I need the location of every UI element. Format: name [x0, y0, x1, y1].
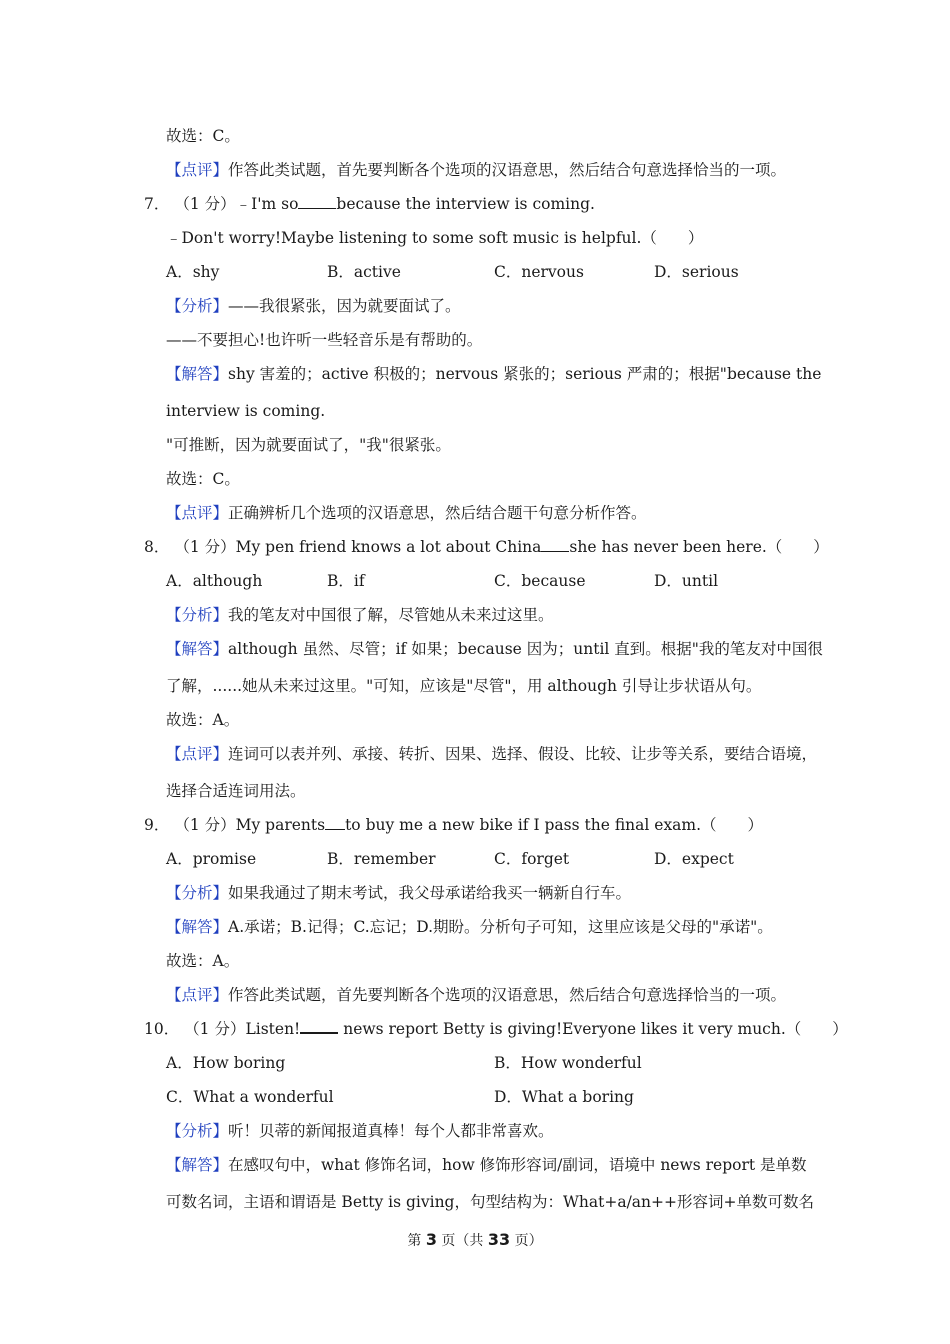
option-a: A．How boring — [166, 1054, 286, 1072]
option-a: A．although — [166, 572, 263, 590]
page-total: 33 — [487, 1230, 511, 1249]
answer-line — [166, 1154, 807, 1176]
question-stem-part: （1 分）﹣I'm so — [174, 195, 299, 213]
answer-line — [166, 916, 773, 938]
answer-text: 在感叹句中，what 修饰名词，how 修饰形容词/副词，语境中 news report 是单数 — [228, 1156, 807, 1174]
option-d: D．What a boring — [494, 1088, 634, 1106]
answer-line: interview is coming. — [166, 402, 326, 420]
question-7-line2: ﹣Don't worry!Maybe listening to some soft music is helpful.（ ） — [166, 229, 704, 247]
comment-tag: 【点评】 — [166, 745, 229, 763]
choice-line: 故选：A。 — [166, 952, 240, 970]
footer-text: 页（共 — [436, 1233, 488, 1249]
comment-line — [166, 984, 786, 1006]
question-10-stem — [144, 1018, 848, 1040]
answer-blank — [541, 537, 569, 552]
question-stem-part: news report Betty is giving!Everyone likes it very much.（ ） — [338, 1020, 848, 1038]
analysis-line — [166, 882, 631, 904]
footer-text: 第 — [407, 1233, 426, 1249]
question-number: 7． — [144, 195, 170, 213]
option-b: B．if — [327, 572, 365, 590]
question-stem-part: （1 分）My parents — [174, 816, 326, 834]
analysis-text: ——我很紧张，因为就要面试了。 — [228, 297, 461, 315]
option-a: A．shy — [166, 263, 220, 281]
comment-tag: 【点评】 — [166, 161, 229, 179]
comment-tag: 【点评】 — [166, 504, 229, 522]
question-number: 10． — [144, 1020, 180, 1038]
question-number: 9． — [144, 816, 170, 834]
option-c: C．nervous — [494, 263, 584, 281]
comment-tag: 【点评】 — [166, 986, 229, 1004]
answer-tag: 【解答】 — [166, 918, 229, 936]
answer-text: shy 害羞的；active 积极的；nervous 紧张的；serious 严肃的；根据"because the — [228, 365, 822, 383]
question-stem-part: （1 分）Listen! — [184, 1020, 301, 1038]
choice-line: 故选：C。 — [166, 127, 240, 145]
option-c: C．because — [494, 572, 586, 590]
answer-blank — [300, 1018, 338, 1034]
analysis-tag: 【分析】 — [166, 297, 229, 315]
comment-text: 连词可以表并列、承接、转折、因果、选择、假设、比较、让步等关系，要结合语境， — [228, 745, 818, 763]
option-d: D．until — [654, 572, 719, 590]
page-number: 3 — [425, 1230, 437, 1249]
comment-line — [166, 159, 786, 181]
page-footer — [0, 1229, 950, 1252]
analysis-line — [166, 295, 461, 317]
option-b: B．remember — [327, 850, 436, 868]
question-stem-part: （1 分）My pen friend knows a lot about China — [174, 538, 542, 556]
comment-text: 作答此类试题，首先要判断各个选项的汉语意思，然后结合句意选择恰当的一项。 — [228, 986, 787, 1004]
answer-blank — [298, 194, 336, 209]
analysis-text: 我的笔友对中国很了解，尽管她从未来过这里。 — [228, 606, 554, 624]
answer-text: although 虽然、尽管；if 如果；because 因为；until 直到。根据"我的笔友对中国很 — [228, 640, 823, 658]
question-stem-part: to buy me a new bike if I pass the final exam.（ ） — [345, 816, 764, 834]
analysis-line: ——不要担心!也许听一些轻音乐是有帮助的。 — [166, 331, 483, 349]
option-b: B．active — [327, 263, 401, 281]
question-stem-part: she has never been here.（ ） — [569, 538, 829, 556]
analysis-tag: 【分析】 — [166, 606, 229, 624]
answer-tag: 【解答】 — [166, 1156, 229, 1174]
question-9-stem — [144, 814, 763, 836]
analysis-tag: 【分析】 — [166, 1122, 229, 1140]
comment-line: 选择合适连词用法。 — [166, 782, 306, 800]
comment-line — [166, 502, 647, 524]
option-d: D．expect — [654, 850, 734, 868]
footer-text: 页） — [510, 1233, 543, 1249]
answer-line — [166, 638, 823, 660]
answer-line — [166, 363, 821, 385]
option-a: A．promise — [166, 850, 257, 868]
option-c: C．What a wonderful — [166, 1088, 334, 1106]
option-b: B．How wonderful — [494, 1054, 642, 1072]
question-7-stem — [144, 193, 595, 215]
option-d: D．serious — [654, 263, 739, 281]
option-c: C．forget — [494, 850, 570, 868]
question-8-stem — [144, 536, 829, 558]
analysis-line — [166, 1120, 554, 1142]
analysis-text: 听！贝蒂的新闻报道真棒！每个人都非常喜欢。 — [228, 1122, 554, 1140]
answer-tag: 【解答】 — [166, 365, 229, 383]
question-stem-part: because the interview is coming. — [336, 195, 595, 213]
choice-line: 故选：C。 — [166, 470, 240, 488]
comment-line — [166, 743, 817, 765]
answer-text: A.承诺；B.记得；C.忘记；D.期盼。分析句子可知，这里应该是父母的"承诺"。 — [228, 918, 773, 936]
analysis-line — [166, 604, 554, 626]
choice-line: 故选：A。 — [166, 711, 240, 729]
answer-line: 可数名词，主语和谓语是 Betty is giving，句型结构为：What+a/an++形容词+单数可数名 — [166, 1193, 814, 1211]
comment-text: 正确辨析几个选项的汉语意思，然后结合题干句意分析作答。 — [228, 504, 647, 522]
question-number: 8． — [144, 538, 170, 556]
analysis-tag: 【分析】 — [166, 884, 229, 902]
answer-tag: 【解答】 — [166, 640, 229, 658]
analysis-text: 如果我通过了期末考试，我父母承诺给我买一辆新自行车。 — [228, 884, 632, 902]
comment-text: 作答此类试题，首先要判断各个选项的汉语意思，然后结合句意选择恰当的一项。 — [228, 161, 787, 179]
answer-blank — [325, 815, 345, 830]
answer-line: "可推断，因为就要面试了，"我"很紧张。 — [166, 436, 451, 454]
answer-line: 了解，......她从未来过这里。"可知，应该是"尽管"，用 although 引导让步状语从句。 — [166, 677, 762, 695]
